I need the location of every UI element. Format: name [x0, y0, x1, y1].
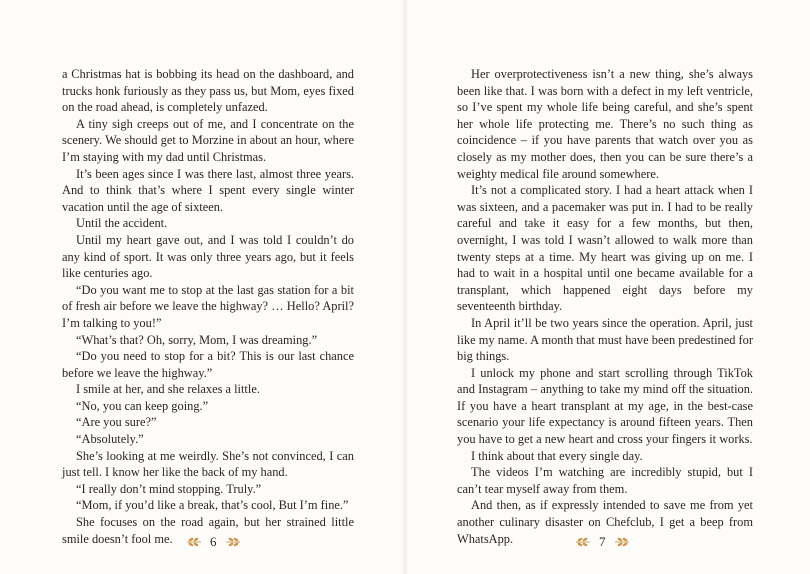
- page-number: 6: [210, 534, 217, 549]
- paragraph: “What’s that? Oh, sorry, Mom, I was dreaming.”: [76, 332, 318, 347]
- paragraph: I smile at her, and she relaxes a little.: [76, 382, 260, 397]
- left-page-text: [62, 66, 354, 547]
- paragraph: Her overprotectiveness isn’t a new thing, she’s always been like that. I was born with a defect in my left ventricle, so I’ve spent my whole life being careful, and she’s spent her whole life protecting me. There’s no such thing as coincidence – if you have parents that watch over you as closely as my mother does, then you can be sure there’s a weighty medical file around somewhere.: [457, 67, 753, 181]
- paragraph: It’s been ages since I was there last, almost three years. And to think that’s where I spent every single winter vacation until the age of sixteen.: [62, 166, 354, 214]
- paragraph: I unlock my phone and start scrolling through TikTok and Instagram – anything to take my mind off the situation. If you have a heart transplant at my age, in the best-case scenario your life expectancy is around fifteen years. Then you have to get a new heart and cross your fingers it works.: [457, 365, 753, 447]
- paragraph: “Absolutely.”: [76, 432, 144, 447]
- paragraph: The videos I’m watching are incredibly stupid, but I can’t tear myself away from them.: [457, 465, 753, 496]
- leaf-sprig-icon: [186, 536, 202, 548]
- right-page-text: [457, 66, 753, 547]
- leaf-sprig-icon: [225, 536, 241, 548]
- paragraph: “No, you can keep going.”: [76, 398, 209, 413]
- right-page: [405, 0, 810, 574]
- paragraph: “Are you sure?”: [76, 415, 157, 430]
- paragraph: “Do you need to stop for a bit? This is our last chance before we leave the highway.”: [62, 349, 354, 380]
- paragraph: Until my heart gave out, and I was told I couldn’t do any kind of sport. It was only three years ago, but it feels like centuries ago.: [62, 232, 354, 281]
- paragraph: “Do you want me to stop at the last gas station for a bit of fresh air before we leave the highway? … Hello? April? I’m talking to you!”: [62, 282, 354, 330]
- paragraph: “Mom, if you’d like a break, that’s cool, But I’m fine.”: [76, 498, 349, 513]
- paragraph: She focuses on the road again, but her strained little smile doesn’t fool me.: [62, 515, 354, 546]
- leaf-sprig-icon: [614, 536, 630, 548]
- paragraph: A tiny sigh creeps out of me, and I concentrate on the scenery. We should get to Morzine in about an hour, where I’m staying with my dad until Christmas.: [62, 116, 354, 164]
- paragraph: And then, as if expressly intended to save me from yet another culinary disaster on Chefclub, I get a beep from WhatsApp.: [457, 498, 753, 546]
- paragraph: a Christmas hat is bobbing its head on the dashboard, and trucks honk furiously as they pass us, but Mom, eyes fixed on the road ahead, is completely unfazed.: [62, 67, 354, 115]
- page-number-folio: [186, 534, 241, 550]
- paragraph: Until the accident.: [76, 216, 168, 231]
- paragraph: I think about that every single day.: [471, 448, 643, 463]
- page-number: 7: [599, 534, 606, 549]
- leaf-sprig-icon: [575, 536, 591, 548]
- paragraph: She’s looking at me weirdly. She’s not convinced, I can just tell. I know her like the back of my hand.: [62, 448, 354, 480]
- page-number-folio: [575, 534, 630, 550]
- paragraph: “I really don’t mind stopping. Truly.”: [76, 481, 262, 496]
- paragraph: It’s not a complicated story. I had a heart attack when I was sixteen, and a pacemaker was put in. I had to be really careful and take it easy for a few months, but then, overnight, I was told I wasn’t allowed to walk more than twenty steps at a time. My heart was giving up on me. I had to wait in a hospital until one became available for a transplant, which happened eight days before my seventeenth birthday.: [457, 183, 753, 314]
- paragraph: In April it’ll be two years since the operation. April, just like my name. A month that must have been predestined for big things.: [457, 315, 753, 364]
